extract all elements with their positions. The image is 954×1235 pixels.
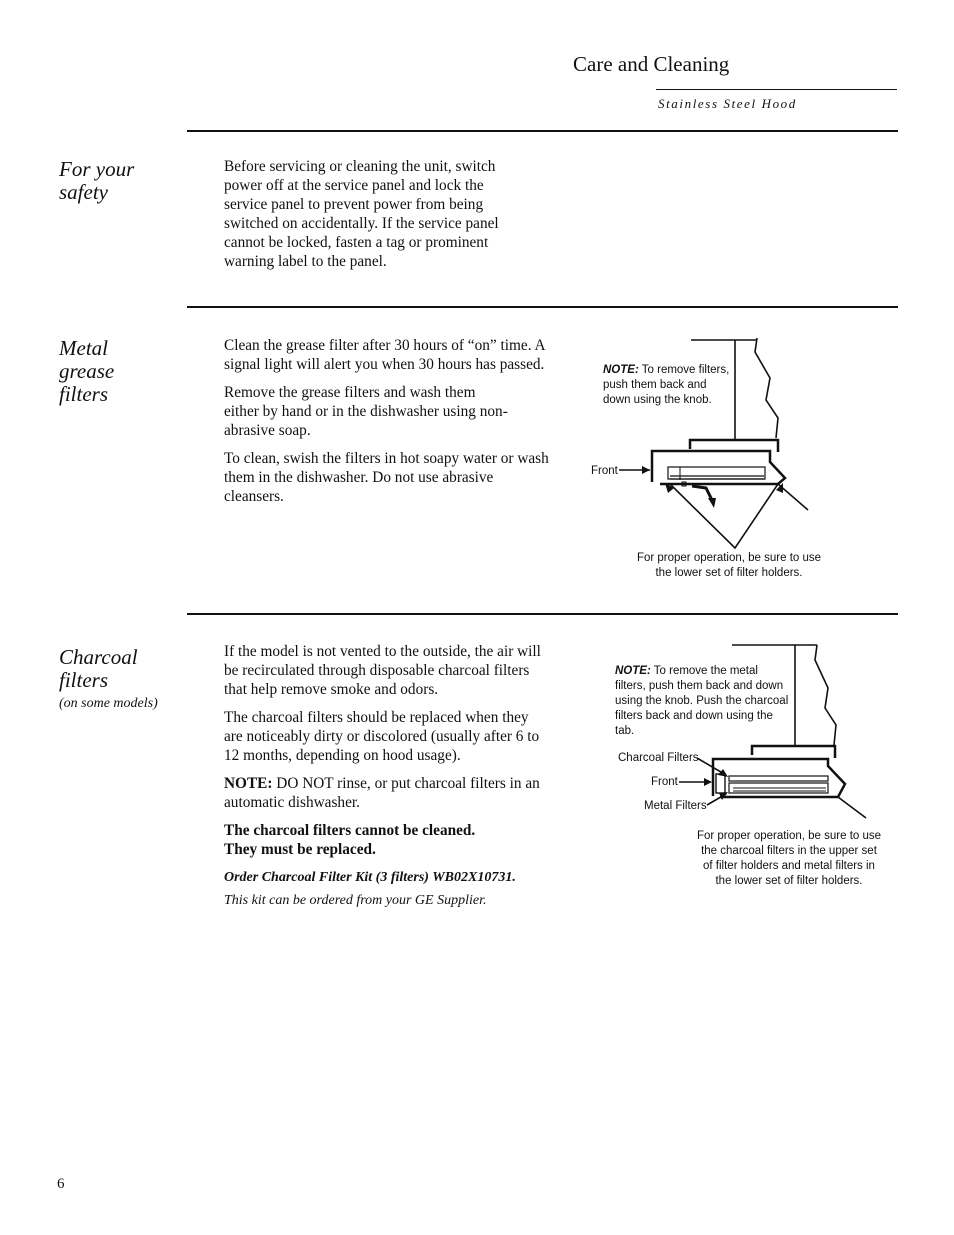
grease-body <box>224 336 554 515</box>
charcoal-supplier-note: This kit can be ordered from your GE Supplier. <box>224 893 487 908</box>
page-number: 6 <box>57 1176 65 1192</box>
charcoal-diagram-note <box>615 664 790 739</box>
grease-front-label: Front <box>591 465 618 477</box>
charcoal-warning-line2: They must be replaced. <box>224 841 376 858</box>
charcoal-front-label: Front <box>651 776 678 788</box>
charcoal-note <box>224 774 554 812</box>
safety-heading <box>59 158 134 204</box>
charcoal-subheading: (on some models) <box>59 696 158 711</box>
grease-diagram-caption: For proper operation, be sure to use the lower set of filter holders. <box>636 552 822 579</box>
charcoal-note-text: DO NOT rinse, or put charcoal filters in an automatic dishwasher. <box>224 775 540 811</box>
page-title: Care and Cleaning <box>573 52 730 76</box>
grease-heading-line3: filters <box>59 382 109 406</box>
section-divider-safety <box>187 130 898 132</box>
grease-paragraph-1: Clean the grease filter after 30 hours of “on” time. A signal light will alert you when 30 hours has passed. <box>224 337 545 373</box>
section-divider-charcoal <box>187 613 898 615</box>
grease-heading-line2: grease <box>59 359 115 383</box>
charcoal-diagram-note-text: To remove the metal filters, push them back and down using the knob. Push the charcoal filters back and down using the tab. <box>615 665 789 737</box>
grease-heading <box>59 337 114 406</box>
charcoal-heading-line1: Charcoal <box>59 645 138 669</box>
section-divider-grease <box>187 306 898 308</box>
header-divider <box>656 89 897 90</box>
charcoal-heading-line2: filters <box>59 668 109 692</box>
metal-filters-label: Metal Filters <box>644 800 707 812</box>
safety-body <box>224 157 524 280</box>
grease-heading-line1: Metal <box>59 336 108 360</box>
charcoal-order-kit: Order Charcoal Filter Kit (3 filters) WB02X10731. <box>224 870 516 885</box>
charcoal-paragraph-2: The charcoal filters should be replaced when they are noticeably dirty or discolored (usually after 6 to 12 months, depending on hood usage). <box>224 709 540 764</box>
charcoal-warning-line1: The charcoal filters cannot be cleaned. <box>224 822 476 839</box>
charcoal-body <box>224 642 554 919</box>
grease-note-label: NOTE: <box>603 364 639 376</box>
grease-paragraph-2: Remove the grease filters and wash them either by hand or in the dishwasher using non-abrasive soap. <box>224 384 508 439</box>
safety-heading-line2: safety <box>59 180 108 204</box>
safety-heading-line1: For your <box>59 157 135 181</box>
grease-diagram-note <box>603 363 733 408</box>
charcoal-filters-label: Charcoal Filters <box>618 752 699 764</box>
page-subtitle: Stainless Steel Hood <box>658 96 797 111</box>
safety-text: Before servicing or cleaning the unit, switch power off at the service panel and lock the service panel to prevent power from being switched on accidentally. If the service panel cannot be locked, fasten a tag or prominent warning label to the panel. <box>224 158 499 270</box>
charcoal-paragraph-1: If the model is not vented to the outside, the air will be recirculated through disposable charcoal filters that help remove smoke and odors. <box>224 643 541 698</box>
charcoal-diagram-caption: For proper operation, be sure to use the charcoal filters in the upper set of filter holders and metal filters in the lower set of filter holders. <box>696 830 882 887</box>
charcoal-heading <box>59 646 138 692</box>
charcoal-warning <box>224 821 554 859</box>
grease-note-text: To remove filters, push them back and down using the knob. <box>603 364 730 406</box>
grease-paragraph-3: To clean, swish the filters in hot soapy water or wash them in the dishwasher. Do not use abrasive cleansers. <box>224 450 549 505</box>
charcoal-note-label: NOTE: <box>224 775 273 792</box>
charcoal-diagram-note-label: NOTE: <box>615 665 651 677</box>
